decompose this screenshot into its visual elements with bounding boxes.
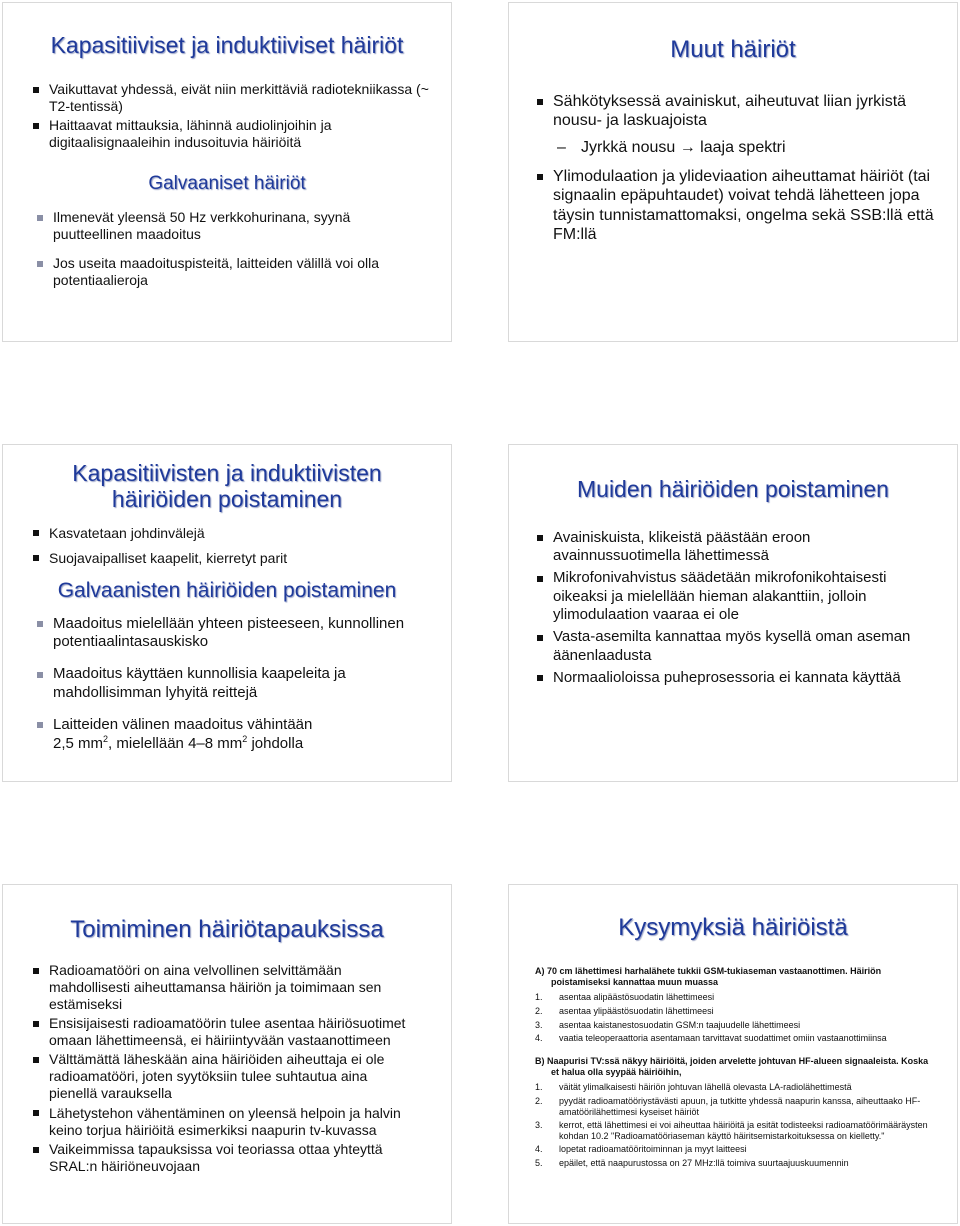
option-item: 2. asentaa ylipäästösuodatin lähettimeesi [535,1005,714,1016]
slide-1 [2,2,452,342]
slide-4-list [535,529,929,687]
slide-1-list [31,81,435,151]
slide-1-title: Kapasitiiviset ja induktiiviset häiriöt [50,32,404,58]
list-item: Lähetystehon vähentäminen on yleensä helpoin ja halvin keino torjua häiriöitä esimerkiksi naapurin tv-kuvassa [31,1105,415,1139]
list-item: Radioamatööri on aina velvollinen selvittämään mahdollisesti aiheuttamansa häiriön ja toimimaan sen estämiseksi [31,962,415,1013]
slide-2-dash-item [553,139,939,157]
list-item: Maadoitus mielellään yhteen pisteeseen, kunnollinen potentiaalintasauskisko [35,615,431,652]
slide-2-title: Muut häiriöt [670,36,796,63]
slide-3-title-line-2: häiriöiden poistaminen [111,485,343,512]
option-item: 3. asentaa kaistanestosuodatin GSM:n taajuudelle lähettimeesi [535,1019,801,1030]
slide-5 [2,884,452,1224]
list-item: Suojavaipalliset kaapelit, kierretyt parit [31,550,435,567]
list-item: Normaalioloissa puheprosessoria ei kannata käyttää [535,669,929,687]
list-item: Avainiskuista, klikeistä päästään eroon avainnussuotimella lähettimessä [535,529,929,566]
last-item-line-1: Laitteiden välinen maadoitus vähintään [53,715,313,733]
option-item: 3. kerrot, että lähettimesi ei voi aiheuttaa häiriöitä ja esität todisteeksi radioamatöörimääräysten kohdan 10.2 "Radioamatööriaseman käyttö häiritsemistarkoituksessa on kielletty." [535,1120,928,1141]
slide-3-subtitle: Galvaanisten häiriöiden poistaminen [57,578,397,602]
list-item: Jos useita maadoituspisteitä, laitteiden välillä voi olla potentiaalieroja [35,255,431,289]
slide-1-subtitle: Galvaaniset häiriöt [148,173,306,195]
arrow-icon: → [679,138,696,156]
last-item-a: 2,5 mm [53,735,104,753]
list-item: Välttämättä läheskään aina häiriöiden aiheuttaja ei ole radioamatööri, joten syytöksiin tulee suhtautua aina pienellä varauksella [31,1051,415,1102]
slide-2-list-2 [535,167,939,245]
slide-3-title [3,461,451,513]
slide-6-title: Kysymyksiä häiriöistä [618,914,848,941]
option-item: 4. vaatia teleoperaattoria asentamaan tarvittavat suodattimet omiin vastaanottimiinsa [535,1033,887,1044]
question-b-text: B) Naapurisi TV:ssä näkyy häiriöitä, joiden arvelette johtuvan HF-alueen signaaleista. Koska et halua olla syypää häiriöihin, [535,1055,929,1078]
slide-6 [508,884,958,1224]
option-item: 4. lopetat radioamatööritoiminnan ja myyt laitteesi [535,1144,747,1155]
option-item: 2. pyydät radioamatööriystävästi apuun, ja tutkitte yhdessä naapurin kanssa, aiheuttaako HF-amatöörilähettimesi kyseiset häiriöt [535,1095,921,1117]
option-item: 1. väität ylimalkaisesti häiriön johtuvan lähellä olevasta LA-radiolähettimestä [535,1082,852,1093]
question-a [535,966,937,1044]
option-item: 1. asentaa alipäästösuodatin lähettimeesi [535,992,715,1003]
dash-item-text-b: laaja spektri [700,138,786,156]
list-item: Kasvatetaan johdinvälejä [31,525,435,542]
last-item-c: johdolla [247,735,304,753]
slide-4 [508,444,958,782]
slide-2-list [535,92,939,131]
list-item: Ensisijaisesti radioamatöörin tulee asentaa häiriösuotimet omaan lähettimeensä, ei häiriintyvään vastaanottimeen [31,1015,415,1049]
superscript-2: 2 [242,734,248,745]
slide-3-list [31,525,435,567]
list-item: Vaikeimmissa tapauksissa voi teoriassa ottaa yhteyttä SRAL:n häiriöneuvojaan [31,1141,415,1175]
slide-5-title: Toimiminen häiriötapauksissa [70,916,384,943]
last-item-b: , mielellään 4–8 mm [108,735,243,753]
slide-5-list [31,962,415,1175]
list-item: Ilmenevät yleensä 50 Hz verkkohurinana, syynä puutteellinen maadoitus [35,209,431,243]
slide-2 [508,2,958,342]
option-item: 5. epäilet, että naapurustossa on 27 MHz:llä toimiva suurtaajuuskuumennin [535,1157,849,1168]
list-item: Vasta-asemilta kannattaa myös kysellä oman aseman äänenlaadusta [535,628,929,665]
list-item: Sähkötyksessä avainiskut, aiheutuvat liian jyrkistä nousu- ja laskuajoista [535,92,939,131]
slide-4-title: Muiden häiriöiden poistaminen [577,476,889,502]
question-a-options [535,992,937,1043]
list-item: Mikrofonivahvistus säädetään mikrofonikohtaisesti oikeaksi ja mielellään hieman alakanttiin, jolloin ylimodulaation vaaraa ei ole [535,569,929,624]
slide-3 [2,444,452,782]
list-item: Maadoitus käyttäen kunnollisia kaapeleita ja mahdollisimman lyhyitä reittejä [35,665,431,702]
slide-3-sublist [35,615,431,754]
list-item: Haittaavat mittauksia, lähinnä audiolinjoihin ja digitaalisignaaleihin indusoituvia häiriöitä [31,117,435,151]
slide-3-title-line-1: Kapasitiivisten ja induktiivisten [72,460,382,486]
dash-item-text-a: Jyrkkä nousu [581,138,676,156]
superscript-2: 2 [103,734,109,745]
list-item [35,716,431,754]
dash-mark: – [557,138,566,156]
slide-1-sublist [35,209,431,289]
list-item: Vaikuttavat yhdessä, eivät niin merkittäviä radiotekniikassa (~ T2-tentissä) [31,81,435,115]
question-b-options [535,1082,937,1168]
list-item: Ylimodulaation ja ylideviaation aiheuttamat häiriöt (tai signaalin epäpuhtaudet) voivat tehdä lähetteen jopa täysin tunnistamattomaksi, ongelma sekä SSB:llä että FM:llä [535,167,939,245]
question-b [535,1056,937,1169]
question-a-text: A) 70 cm lähettimesi harhalähete tukkii GSM-tukiaseman vastaanottimen. Häiriön poistamiseksi kannattaa muun muassa [535,965,882,988]
